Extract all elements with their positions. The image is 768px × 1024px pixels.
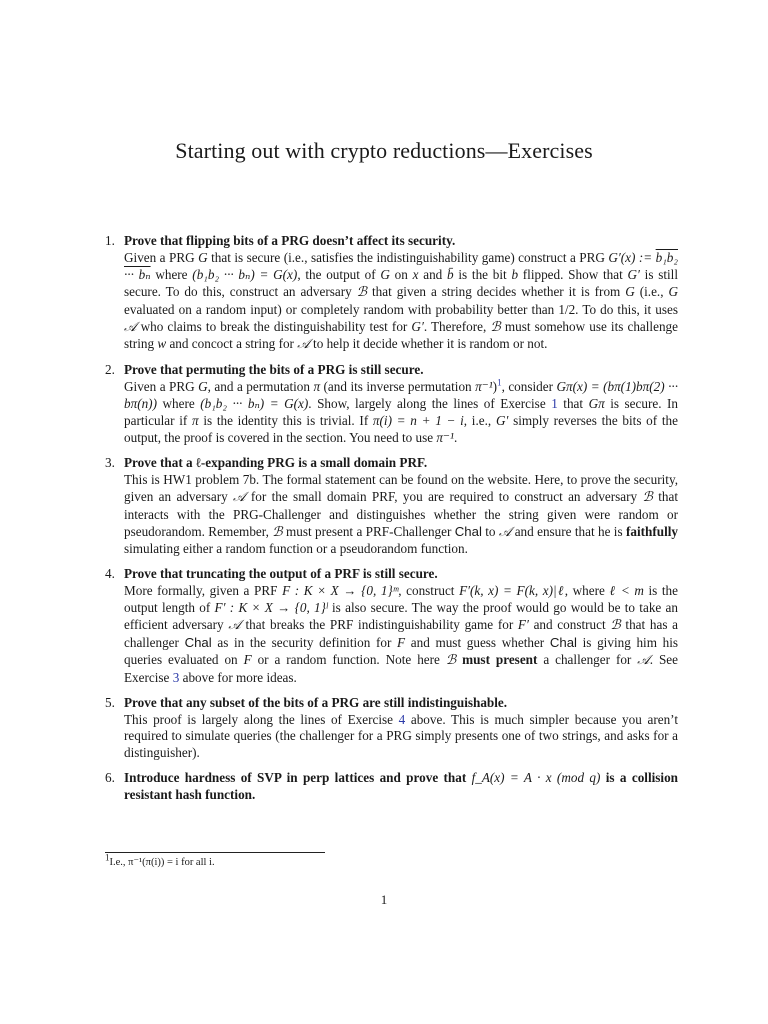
exercise-link-3[interactable]: 3 [172,669,180,685]
exercise-4 [105,566,678,686]
exercise-body: Given a PRG G, and a permutation π (and its inverse permutation π⁻¹)$^1$, consider Gπ(x) = (bπ(1)bπ(2) ··· bπ(n)) where (b₁b₂ ··· bₙ) = G(x). Show, largely along the lines of Exercise 1 that Gπ is secure. In particular if π is the identity this is trivial. If π(i) = n + 1 − i, i.e., G′ simply reverses the bits of the output, the proof is covered in the section. You need to use π⁻¹. [124,377,678,445]
exercise-number: 3. [105,454,115,470]
exercise-number: 1. [105,233,115,248]
exercise-heading: Introduce hardness of SVP in perp lattices and prove that f_A(x) = A · x (mod q) is a collision resistant hash function. [124,770,679,803]
exercise-1 [105,233,678,354]
exercise-body: This is HW1 problem 7b. The formal statement can be found on the website. Here, to prove the security, given an adversary 𝒜 for the small domain PRF, you are required to construct an adversary ℬ that interacts with the PRG-Challenger and distinguishes whether the string given were random or pseudorandom. Remember, ℬ must present a PRF-Challenger Chal to 𝒜 and ensure that he is faithfully simulating either a random function or a pseudorandom function. [124,471,678,557]
exercise-body: Given a PRG G that is secure (i.e., satisfies the indistinguishability game) construct a PRG G′(x) := b₁b₂ ··· bₙ where (b₁b₂ ··· bₙ) = G(x), the output of G on x and b̄ is the bit b flipped. Show that G′ is still secure. To do this, construct an adversary ℬ that given a string decides whether it is from G (i.e., G evaluated on a random input) or completely random with probability better than 1/2. To do this, it uses 𝒜 who claims to break the distinguishability test for G′. Therefore, ℬ must somehow use its challenge string w and concoct a string for 𝒜 to help it decide whether it is random or not. [124,249,679,353]
exercise-heading: Prove that any subset of the bits of a PRG are still indistinguishable. [124,694,508,710]
exercise-heading: Prove that flipping bits of a PRG doesn’t affect its security. [124,233,456,248]
exercise-body: More formally, given a PRF F : K × X → {0, 1}ᵐ, construct F′(k, x) = F(k, x)|ℓ, where ℓ < m is the output length of F′ : K × X → {0, 1}ˡ is also secure. The way the proof would go would be to take an efficient adversary 𝒜 that breaks the PRF indistinguishability game for F′ and construct ℬ that has a challenger Chal as in the security definition for F and must guess whether Chal is giving him his queries evaluated on F or a random function. Note here ℬ must present a challenger for 𝒜. See Exercise 3 above for more ideas. [124,583,679,685]
exercise-list [105,233,678,812]
exercise-number: 6. [105,770,115,786]
exercise-5 [105,695,678,763]
footnote [105,852,678,868]
footnote-mark: 1 [105,852,110,863]
exercise-link-1[interactable]: 1 [551,396,558,412]
exercise-heading: Prove that permuting the bits of a PRG is still secure. [124,362,424,378]
footnote-text: I.e., π⁻¹(π(i)) = i for all i. [109,857,215,868]
exercise-body: This proof is largely along the lines of Exercise 4 above. This is much simpler because you aren’t required to simulate queries (the challenger for a PRG simply presents one of two strings, and asks for a distinguisher). [124,711,678,761]
exercise-heading: Prove that truncating the output of a PRF is still secure. [124,566,438,582]
footnote-rule [105,852,325,853]
exercise-3 [105,455,678,558]
exercise-number: 5. [105,694,115,710]
footnote-ref[interactable]: 1 [497,377,502,388]
exercise-number: 2. [105,362,115,378]
exercise-heading: Prove that a ℓ-expanding PRG is a small domain PRF. [124,454,428,470]
exercise-number: 4. [105,566,115,582]
exercise-6 [105,770,678,804]
page-title: Starting out with crypto reductions—Exercises [175,138,593,163]
exercise-link-4[interactable]: 4 [398,711,406,727]
exercise-2 [105,362,678,447]
page-number: 1 [380,892,388,907]
